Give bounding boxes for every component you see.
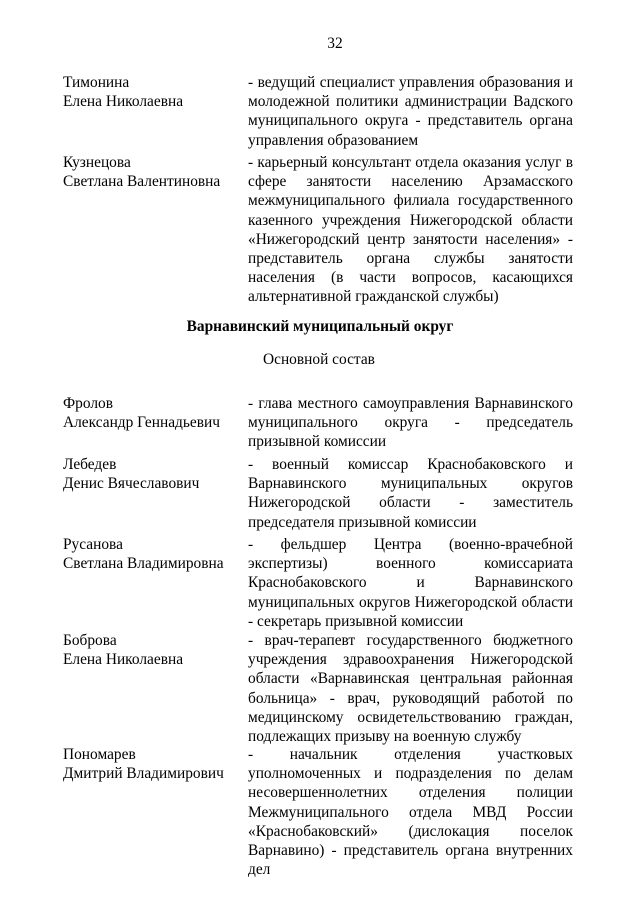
member-given-names: Елена Николаевна xyxy=(63,651,184,669)
member-surname: Лебедев xyxy=(63,456,117,473)
member-name xyxy=(63,631,248,669)
member-surname: Тимонина xyxy=(63,74,130,91)
member-role: - начальник отделения участковых уполномоченных и подразделения по делам несовершеннолетних отделения полиции Межмуниципального отдела МВД России «Краснобаковский» (дислокация поселок Варнавино) - представитель органа внутренних дел xyxy=(248,746,573,879)
member-given-names: Светлана Владимировна xyxy=(63,555,224,573)
member-surname: Русанова xyxy=(63,536,123,553)
member-name xyxy=(63,535,248,573)
member-role: - военный комиссар Краснобаковского и Варнавинского муниципальных округов Нижегородской области - заместитель председателя призывной комиссии xyxy=(248,456,573,531)
member-role: - врач-терапевт государственного бюджетного учреждения здравоохранения Нижегородской области «Варнавинская центральная районная больница» - врач, руководящий работой по медицинскому освидетельствованию граждан, подлежащих призыву на военную службу xyxy=(248,632,573,746)
member-name xyxy=(63,394,248,432)
member-surname: Кузнецова xyxy=(63,154,131,171)
member-name xyxy=(63,745,248,783)
member-name xyxy=(63,153,248,191)
member-given-names: Александр Геннадьевич xyxy=(63,414,220,432)
member-role: - фельдшер Центра (военно-врачебной экспертизы) военного комиссариата Краснобаковского и Варнавинского муниципальных округов Нижегородской области - секретарь призывной комиссии xyxy=(248,536,573,630)
member-role: - глава местного самоуправления Варнавинского муниципального округа - председатель призывной комиссии xyxy=(248,395,573,451)
page-number: 32 xyxy=(327,35,343,52)
section-title: Варнавинский муниципальный округ xyxy=(186,318,454,335)
member-given-names: Денис Вячеславович xyxy=(63,475,200,493)
member-given-names: Дмитрий Владимирович xyxy=(63,765,224,783)
member-surname: Пономарев xyxy=(63,746,136,763)
member-role: - карьерный консультант отдела оказания услуг в сфере занятости населению Арзамасского межмуниципального филиала государственного казенного учреждения Нижегородской области «Нижегородский центр занятости населения» - представитель органа службы занятости населения (в части вопросов, касающихся альтернативной гражданской службы) xyxy=(248,154,573,306)
member-surname: Боброва xyxy=(63,632,117,649)
member-surname: Фролов xyxy=(63,395,113,412)
member-name xyxy=(63,73,248,111)
member-given-names: Светлана Валентиновна xyxy=(63,173,221,191)
member-name xyxy=(63,455,248,493)
section-subtitle: Основной состав xyxy=(263,351,375,368)
member-role: - ведущий специалист управления образования и молодежной политики администрации Вадского муниципального округа - представитель органа управления образованием xyxy=(248,74,573,149)
member-given-names: Елена Николаевна xyxy=(63,93,184,111)
